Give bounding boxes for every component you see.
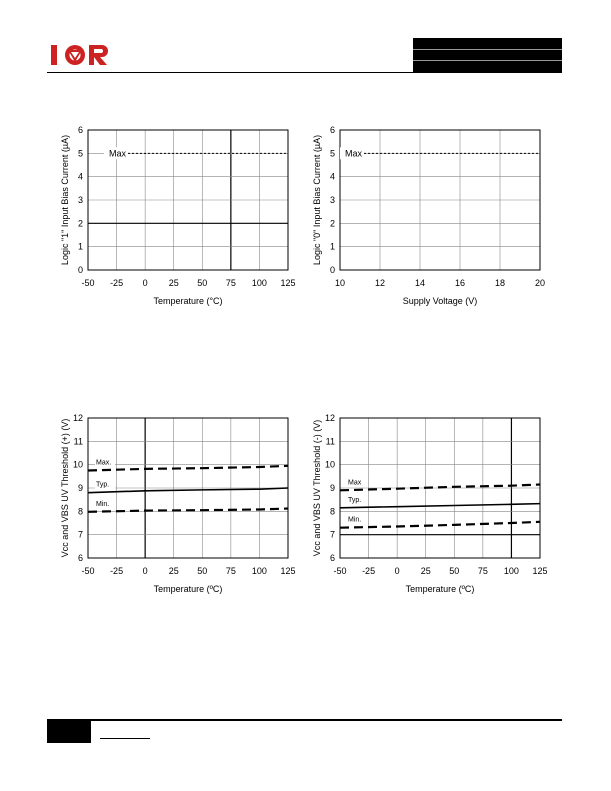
series-line [88,466,288,471]
x-axis-label: Temperature (°C) [153,296,223,306]
page-number-block [47,721,91,743]
y-axis-label: Vcc and VBS UV Threshold (-) (V) [312,419,322,557]
y-tick-label: 0 [77,265,83,275]
x-tick-label: 50 [197,278,208,288]
y-tick-label: 6 [329,125,335,135]
series-label: Min. [96,500,110,508]
y-tick-label: 5 [329,148,335,159]
x-tick-label: 25 [168,278,179,288]
series-label: Max [108,148,126,159]
chart-logic1-bias-vs-temperature [60,120,300,320]
x-tick-label: -50 [81,566,95,576]
x-tick-label: 75 [477,566,488,576]
chart-svg [60,408,300,608]
chart-svg [60,120,300,320]
x-tick-label: 125 [280,278,296,288]
series-label: Max. [96,459,112,467]
chart-logic0-bias-vs-supply [312,120,552,320]
y-axis-label: Logic "0" Input Bias Current (µA) [312,134,322,266]
x-tick-label: 25 [168,566,179,576]
x-tick-label: 100 [251,566,267,576]
y-tick-label: 4 [77,171,83,182]
ior-logo-icon [47,38,117,72]
y-tick-label: 3 [77,195,83,205]
y-tick-label: 11 [325,436,335,447]
x-tick-label: 50 [197,566,208,576]
series-label: Typ. [96,481,110,489]
x-tick-label: 18 [494,278,506,288]
y-tick-label: 8 [77,506,83,517]
y-tick-label: 10 [324,459,335,470]
x-tick-label: 12 [374,278,386,288]
series-line [340,504,540,508]
y-axis-label: Vcc and VBS UV Threshold (+) (V) [60,418,70,558]
x-tick-label: -25 [110,566,124,576]
series-label: Max [344,148,362,159]
x-tick-label: -50 [333,566,347,576]
header-part-number-box [413,38,562,72]
series-line [88,488,288,493]
x-axis-label: Temperature (ºC) [153,584,223,594]
x-tick-label: 75 [225,566,236,576]
series-label: Typ. [348,496,362,504]
y-tick-label: 8 [329,506,335,517]
y-axis-label: Logic "1" Input Bias Current (µA) [60,134,70,266]
y-tick-label: 6 [77,553,83,563]
x-tick-label: 75 [225,278,236,288]
series-label: Max [348,479,362,487]
x-tick-label: -25 [110,278,124,288]
x-tick-label: 0 [142,278,148,288]
y-tick-label: 7 [77,529,83,540]
x-tick-label: -50 [81,278,95,288]
y-tick-label: 9 [77,483,83,493]
company-logo [47,38,117,72]
x-tick-label: -25 [362,566,376,576]
x-tick-label: 25 [420,566,431,576]
series-label: Min. [348,516,362,524]
y-tick-label: 11 [73,436,83,447]
x-tick-label: 50 [449,566,460,576]
y-tick-label: 12 [324,413,335,423]
y-tick-label: 9 [329,483,335,493]
series-line [340,522,540,528]
chart-svg [312,408,552,608]
y-tick-label: 12 [72,413,83,423]
y-tick-label: 7 [329,529,335,540]
y-tick-label: 10 [72,459,83,470]
y-tick-label: 0 [329,265,335,275]
y-tick-label: 3 [329,195,335,205]
x-tick-label: 125 [280,566,296,576]
y-tick-label: 1 [77,241,83,252]
y-tick-label: 2 [77,218,83,229]
x-tick-label: 20 [534,278,546,288]
x-axis-label: Temperature (ºC) [405,584,475,594]
series-line [340,485,540,491]
footer-rule [47,719,562,721]
x-axis-label: Supply Voltage (V) [402,296,478,306]
x-tick-label: 16 [454,278,466,288]
x-tick-label: 0 [394,566,400,576]
x-tick-label: 0 [142,566,148,576]
x-tick-label: 10 [334,278,346,288]
y-tick-label: 2 [329,218,335,229]
x-tick-label: 100 [251,278,267,288]
chart-svg [312,120,552,320]
header-rule [47,72,562,73]
y-tick-label: 4 [329,171,335,182]
x-tick-label: 100 [503,566,519,576]
footer-line [100,738,150,739]
chart-uv-threshold-plus-vs-temperature [60,408,300,608]
y-tick-label: 1 [329,241,335,252]
x-tick-label: 14 [414,278,426,288]
x-tick-label: 125 [532,566,548,576]
chart-uv-threshold-minus-vs-temperature [312,408,552,608]
y-tick-label: 6 [329,553,335,563]
y-tick-label: 6 [77,125,83,135]
y-tick-label: 5 [77,148,83,159]
